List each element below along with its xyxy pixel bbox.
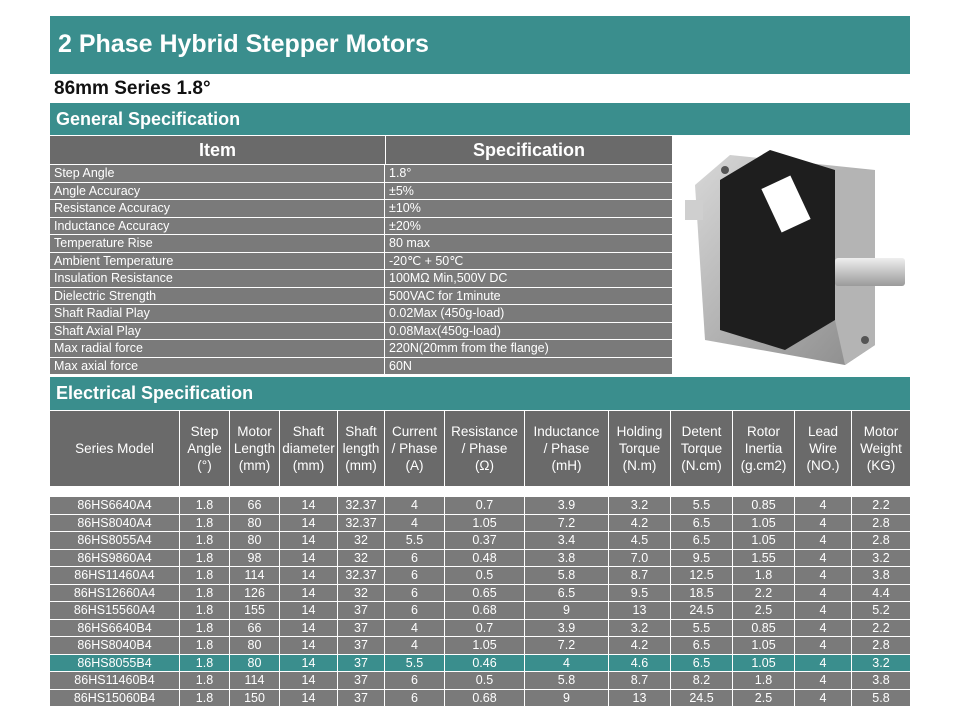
spec-item: Ambient Temperature (50, 253, 385, 270)
table-cell: 126 (230, 585, 280, 602)
table-cell: 6.5 (671, 532, 733, 549)
table-cell: 6 (385, 585, 445, 602)
table-row (50, 550, 910, 567)
model-cell: 86HS8040A4 (50, 515, 180, 532)
table-cell: 1.05 (733, 532, 795, 549)
spec-item: Max radial force (50, 340, 385, 357)
table-cell: 1.8 (180, 567, 230, 584)
table-cell: 1.05 (733, 655, 795, 672)
table-cell: 3.9 (525, 620, 609, 637)
header-gap (50, 486, 910, 497)
spec-item: Temperature Rise (50, 235, 385, 252)
table-cell: 1.8 (180, 550, 230, 567)
table-cell: 3.2 (609, 620, 671, 637)
table-cell: 37 (338, 637, 385, 654)
column-header: Current / Phase (A) (385, 411, 445, 486)
table-cell: 8.2 (671, 672, 733, 689)
table-cell: 9.5 (609, 585, 671, 602)
table-cell: 37 (338, 672, 385, 689)
spec-column-header: Specification (386, 136, 672, 164)
column-header: Rotor Inertia (g.cm2) (733, 411, 795, 486)
table-cell: 37 (338, 620, 385, 637)
table-cell: 6.5 (671, 655, 733, 672)
spec-value: ±5% (385, 183, 672, 200)
table-cell: 1.8 (733, 567, 795, 584)
table-row (50, 602, 910, 619)
table-cell: 4 (385, 497, 445, 514)
spec-value: 100MΩ Min,500V DC (385, 270, 672, 287)
table-cell: 3.2 (852, 550, 910, 567)
table-cell: 5.8 (852, 690, 910, 707)
electrical-spec-rows (50, 497, 910, 706)
title-banner (50, 16, 910, 74)
spec-value: 0.08Max(450g-load) (385, 323, 672, 340)
table-cell: 14 (280, 637, 338, 654)
model-cell: 86HS6640B4 (50, 620, 180, 637)
table-cell: 66 (230, 620, 280, 637)
table-cell: 14 (280, 550, 338, 567)
spec-row (50, 288, 672, 305)
spec-row (50, 218, 672, 235)
electrical-spec-title: Electrical Specification (56, 383, 254, 403)
table-cell: 3.9 (525, 497, 609, 514)
spec-item: Inductance Accuracy (50, 218, 385, 235)
table-cell: 7.2 (525, 515, 609, 532)
column-header: Holding Torque (N.m) (609, 411, 671, 486)
table-cell: 1.05 (733, 515, 795, 532)
column-header: Series Model (50, 411, 180, 486)
general-spec-title: General Specification (56, 109, 241, 129)
spec-row (50, 340, 672, 357)
table-cell: 6 (385, 550, 445, 567)
table-cell: 5.5 (385, 655, 445, 672)
table-cell: 6 (385, 567, 445, 584)
table-cell: 3.8 (852, 672, 910, 689)
series-title: 86mm Series 1.8° (54, 78, 211, 99)
table-cell: 0.5 (445, 672, 525, 689)
table-cell: 4 (795, 497, 852, 514)
table-row (50, 620, 910, 637)
table-row (50, 672, 910, 689)
table-cell: 0.85 (733, 620, 795, 637)
table-cell: 6.5 (525, 585, 609, 602)
table-cell: 3.8 (525, 550, 609, 567)
table-cell: 0.37 (445, 532, 525, 549)
table-cell: 1.8 (180, 602, 230, 619)
spec-item: Max axial force (50, 358, 385, 375)
spec-row (50, 235, 672, 252)
table-cell: 0.7 (445, 620, 525, 637)
table-cell: 4 (795, 515, 852, 532)
table-cell: 4 (795, 585, 852, 602)
spec-item: Shaft Radial Play (50, 305, 385, 322)
spec-row (50, 323, 672, 340)
model-cell: 86HS6640A4 (50, 497, 180, 514)
model-cell: 86HS12660A4 (50, 585, 180, 602)
table-cell: 8.7 (609, 672, 671, 689)
table-cell: 6 (385, 690, 445, 707)
spec-value: 60N (385, 358, 672, 375)
table-cell: 3.8 (852, 567, 910, 584)
table-cell: 37 (338, 655, 385, 672)
table-cell: 14 (280, 585, 338, 602)
table-cell: 0.5 (445, 567, 525, 584)
table-cell: 4 (795, 637, 852, 654)
table-cell: 0.68 (445, 690, 525, 707)
column-header: Motor Weight (KG) (852, 411, 910, 486)
table-cell: 80 (230, 637, 280, 654)
spec-item: Angle Accuracy (50, 183, 385, 200)
table-cell: 4 (385, 637, 445, 654)
table-cell: 66 (230, 497, 280, 514)
spec-row (50, 200, 672, 217)
stepper-motor-image (675, 140, 910, 375)
table-cell: 9 (525, 602, 609, 619)
table-cell: 5.5 (385, 532, 445, 549)
table-cell: 1.8 (180, 585, 230, 602)
table-cell: 114 (230, 672, 280, 689)
spec-row (50, 270, 672, 287)
general-spec-header (50, 136, 672, 164)
table-cell: 4 (385, 620, 445, 637)
spec-item: Shaft Axial Play (50, 323, 385, 340)
table-cell: 9 (525, 690, 609, 707)
table-cell: 32.37 (338, 567, 385, 584)
table-cell: 6 (385, 602, 445, 619)
table-cell: 2.8 (852, 515, 910, 532)
table-cell: 4 (795, 620, 852, 637)
table-cell: 5.5 (671, 497, 733, 514)
spec-item: Step Angle (50, 165, 385, 182)
spec-item: Dielectric Strength (50, 288, 385, 305)
table-cell: 6 (385, 672, 445, 689)
table-cell: 1.55 (733, 550, 795, 567)
column-header: Lead Wire (NO.) (795, 411, 852, 486)
table-cell: 14 (280, 620, 338, 637)
table-cell: 4 (795, 672, 852, 689)
table-cell: 1.05 (445, 637, 525, 654)
spec-value: 220N(20mm from the flange) (385, 340, 672, 357)
table-cell: 80 (230, 532, 280, 549)
model-cell: 86HS9860A4 (50, 550, 180, 567)
table-cell: 3.2 (609, 497, 671, 514)
table-cell: 32 (338, 585, 385, 602)
table-cell: 3.4 (525, 532, 609, 549)
table-cell: 0.68 (445, 602, 525, 619)
table-cell: 9.5 (671, 550, 733, 567)
table-cell: 4.2 (609, 637, 671, 654)
table-cell: 5.5 (671, 620, 733, 637)
table-cell: 4 (795, 655, 852, 672)
table-cell: 4.5 (609, 532, 671, 549)
table-cell: 0.48 (445, 550, 525, 567)
table-cell: 32.37 (338, 497, 385, 514)
spec-value: 500VAC for 1minute (385, 288, 672, 305)
table-cell: 2.5 (733, 690, 795, 707)
table-cell: 1.8 (180, 532, 230, 549)
spec-value: -20℃ + 50℃ (385, 253, 672, 270)
table-cell: 5.8 (525, 567, 609, 584)
table-cell: 1.8 (180, 655, 230, 672)
table-cell: 4.2 (609, 515, 671, 532)
table-cell: 4.4 (852, 585, 910, 602)
electrical-spec-header (50, 411, 910, 486)
electrical-spec-banner (50, 377, 910, 410)
table-cell: 6.5 (671, 515, 733, 532)
table-cell: 12.5 (671, 567, 733, 584)
table-row (50, 497, 910, 514)
table-cell: 14 (280, 497, 338, 514)
column-header: Shaft diameter (mm) (280, 411, 338, 486)
table-cell: 4 (385, 515, 445, 532)
table-cell: 6.5 (671, 637, 733, 654)
table-cell: 13 (609, 690, 671, 707)
table-cell: 1.8 (733, 672, 795, 689)
table-cell: 14 (280, 655, 338, 672)
table-cell: 2.8 (852, 637, 910, 654)
spec-row (50, 165, 672, 182)
table-cell: 32 (338, 550, 385, 567)
table-cell: 98 (230, 550, 280, 567)
model-cell: 86HS15560A4 (50, 602, 180, 619)
column-header: Shaft length (mm) (338, 411, 385, 486)
table-cell: 8.7 (609, 567, 671, 584)
table-cell: 1.05 (733, 637, 795, 654)
table-cell: 3.2 (852, 655, 910, 672)
table-cell: 0.85 (733, 497, 795, 514)
column-header: Step Angle (°) (180, 411, 230, 486)
model-cell: 86HS15060B4 (50, 690, 180, 707)
table-cell: 1.8 (180, 690, 230, 707)
table-cell: 1.05 (445, 515, 525, 532)
table-cell: 114 (230, 567, 280, 584)
table-row (50, 637, 910, 654)
table-cell: 18.5 (671, 585, 733, 602)
general-spec-table (50, 165, 672, 375)
table-cell: 13 (609, 602, 671, 619)
table-cell: 32.37 (338, 515, 385, 532)
table-cell: 37 (338, 602, 385, 619)
model-cell: 86HS8055B4 (50, 655, 180, 672)
table-cell: 80 (230, 655, 280, 672)
table-cell: 5.2 (852, 602, 910, 619)
table-cell: 4 (795, 532, 852, 549)
table-cell: 0.7 (445, 497, 525, 514)
table-cell: 14 (280, 602, 338, 619)
spec-row (50, 305, 672, 322)
table-row (50, 585, 910, 602)
table-cell: 24.5 (671, 602, 733, 619)
table-cell: 32 (338, 532, 385, 549)
table-cell: 14 (280, 515, 338, 532)
model-cell: 86HS11460A4 (50, 567, 180, 584)
table-row (50, 515, 910, 532)
column-header: Detent Torque (N.cm) (671, 411, 733, 486)
table-cell: 4 (795, 550, 852, 567)
spec-value: 1.8° (385, 165, 672, 182)
table-cell: 2.2 (733, 585, 795, 602)
spec-row (50, 358, 672, 375)
model-cell: 86HS8055A4 (50, 532, 180, 549)
table-cell: 155 (230, 602, 280, 619)
table-row (50, 532, 910, 549)
highlighted-table-row (50, 655, 910, 672)
table-cell: 1.8 (180, 515, 230, 532)
column-header: Motor Length (mm) (230, 411, 280, 486)
page-title: 2 Phase Hybrid Stepper Motors (58, 30, 429, 58)
table-cell: 4.6 (609, 655, 671, 672)
table-cell: 4 (795, 567, 852, 584)
spec-value: ±10% (385, 200, 672, 217)
spec-value: 0.02Max (450g-load) (385, 305, 672, 322)
table-cell: 4 (795, 602, 852, 619)
table-cell: 0.46 (445, 655, 525, 672)
table-cell: 1.8 (180, 637, 230, 654)
table-cell: 37 (338, 690, 385, 707)
table-cell: 80 (230, 515, 280, 532)
electrical-spec-table (50, 411, 910, 707)
table-cell: 4 (795, 690, 852, 707)
table-cell: 7.2 (525, 637, 609, 654)
model-cell: 86HS8040B4 (50, 637, 180, 654)
table-cell: 2.8 (852, 532, 910, 549)
spec-item: Resistance Accuracy (50, 200, 385, 217)
spec-value: 80 max (385, 235, 672, 252)
spec-row (50, 183, 672, 200)
table-cell: 2.2 (852, 620, 910, 637)
table-cell: 2.2 (852, 497, 910, 514)
model-cell: 86HS11460B4 (50, 672, 180, 689)
table-cell: 14 (280, 532, 338, 549)
table-row (50, 690, 910, 707)
spec-row (50, 253, 672, 270)
table-cell: 14 (280, 690, 338, 707)
table-cell: 14 (280, 672, 338, 689)
spec-item: Insulation Resistance (50, 270, 385, 287)
table-cell: 0.65 (445, 585, 525, 602)
general-spec-banner (50, 103, 910, 135)
table-cell: 4 (525, 655, 609, 672)
column-header: Resistance / Phase (Ω) (445, 411, 525, 486)
table-cell: 2.5 (733, 602, 795, 619)
table-cell: 1.8 (180, 672, 230, 689)
table-cell: 150 (230, 690, 280, 707)
table-row (50, 567, 910, 584)
column-header: Inductance / Phase (mH) (525, 411, 609, 486)
table-cell: 1.8 (180, 620, 230, 637)
item-column-header: Item (50, 136, 386, 164)
table-cell: 1.8 (180, 497, 230, 514)
spec-value: ±20% (385, 218, 672, 235)
table-cell: 5.8 (525, 672, 609, 689)
table-cell: 7.0 (609, 550, 671, 567)
table-cell: 24.5 (671, 690, 733, 707)
table-cell: 14 (280, 567, 338, 584)
